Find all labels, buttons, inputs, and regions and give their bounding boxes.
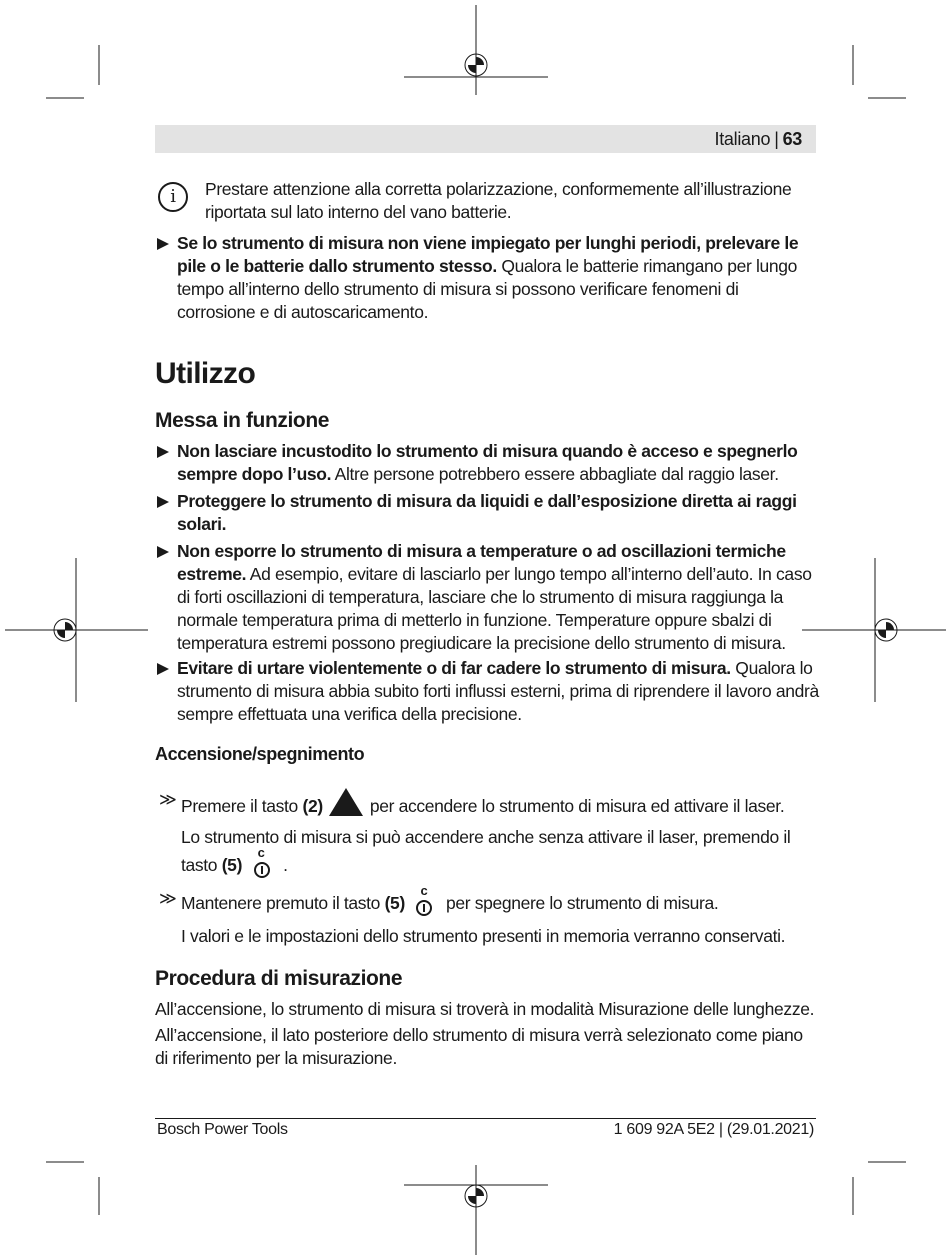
key-ref: (5) <box>384 893 405 913</box>
key-ref: (5) <box>221 855 243 875</box>
bullet-bold: Non esporre lo strumento di misura a temperature o ad oscillazioni termiche estreme. <box>177 541 786 584</box>
power-button-icon <box>252 845 274 879</box>
battery-warning <box>155 232 820 324</box>
bullet-bold: Evitare di urtare violentemente o di far cadere lo strumento di misura. <box>177 658 731 678</box>
step-note-text: . <box>278 855 288 875</box>
page-content <box>155 178 820 1070</box>
bullet-text: Altre persone potrebbero essere abbagliate dal raggio laser. <box>331 464 779 484</box>
list-item <box>155 657 820 726</box>
info-note <box>155 178 820 224</box>
section-title: Utilizzo <box>155 357 256 390</box>
paragraph: All’accensione, lo strumento di misura si troverà in modalità Misurazione delle lunghezze. <box>155 999 815 1019</box>
step-text: Premere il tasto <box>181 796 303 816</box>
bullet-text: Qualora lo strumento di misura abbia subito forti influssi esterni, prima di riprendere il lavoro andrà sempre effettuata una verifica della precisione. <box>177 658 819 724</box>
battery-warning-text: Qualora le batterie rimangano per lungo tempo all’interno dello strumento di misura si possono verificare fenomeni di corrosione e di autoscaricamento. <box>177 256 798 322</box>
battery-warning-bold: Se lo strumento di misura non viene impiegato per lunghi periodi, prelevare le pile o le batterie dallo strumento stesso. <box>177 233 799 276</box>
paragraph: All’accensione, il lato posteriore dello strumento di misura verrà selezionato come piano di riferimento per la misurazione. <box>155 1025 803 1068</box>
key-ref: (2) <box>302 796 323 816</box>
page-number: 63 <box>782 128 802 149</box>
page-header <box>155 125 816 153</box>
step-note-text: Lo strumento di misura si può accendere anche senza attivare il laser, premendo il tasto <box>181 827 791 875</box>
bullet-bold: Proteggere lo strumento di misura da liquidi e dall’esposizione diretta ai raggi solari. <box>177 491 797 534</box>
info-note-text: Prestare attenzione alla corretta polarizzazione, conformemente all’illustrazione riportata sul lato interno del vano batterie. <box>205 179 792 222</box>
footer-brand: Bosch Power Tools <box>157 1121 288 1138</box>
bullet-triangle-icon <box>157 663 169 675</box>
step-note <box>155 826 820 879</box>
bullet-triangle-icon <box>157 546 169 558</box>
step-text: per accendere lo strumento di misura ed attivare il laser. <box>369 796 785 816</box>
list-item <box>155 490 820 536</box>
step-text: Mantenere premuto il tasto <box>181 893 385 913</box>
list-item <box>155 440 820 486</box>
bullet-triangle-icon <box>157 446 169 458</box>
step-power-on <box>155 788 820 818</box>
page-footer <box>155 1118 816 1138</box>
subsection-title-accensione: Accensione/spegnimento <box>155 744 365 764</box>
footer-doc-id: 1 609 92A 5E2 | (29.01.2021) <box>613 1121 814 1138</box>
subsection-title-messa-in-funzione: Messa in funzione <box>155 409 330 432</box>
bullet-triangle-icon <box>157 238 169 250</box>
header-language: Italiano <box>714 128 771 149</box>
step-arrow-icon: ≫ <box>159 889 177 908</box>
power-symbol-letter: c <box>257 845 265 860</box>
step-power-off <box>155 883 820 917</box>
step-text: per spegnere lo strumento di misura. <box>441 893 719 913</box>
power-symbol-letter: c <box>420 883 428 898</box>
header-separator: | <box>774 128 779 149</box>
list-item <box>155 540 820 655</box>
bullet-text: Ad esempio, evitare di lasciarlo per lungo tempo all’interno dell’auto. In caso di forti oscillazioni di temperatura, lasciare che lo strumento di misura raggiunga la normale temperatura prima di metterlo in funzione. Temperature oppure sbalzi di temperatura estremi possono pregiudicare la precisione dello strumento di misura. <box>177 564 812 653</box>
step-note: I valori e le impostazioni dello strumento presenti in memoria verranno conservati. <box>181 926 786 946</box>
laser-button-triangle-icon <box>329 788 363 816</box>
info-icon: i <box>158 182 188 212</box>
step-arrow-icon: ≫ <box>159 790 177 809</box>
bullet-triangle-icon <box>157 496 169 508</box>
power-button-icon <box>414 883 436 917</box>
bullet-bold: Non lasciare incustodito lo strumento di misura quando è acceso e spegnerlo sempre dopo l’uso. <box>177 441 798 484</box>
subsection-title-procedura: Procedura di misurazione <box>155 967 403 990</box>
